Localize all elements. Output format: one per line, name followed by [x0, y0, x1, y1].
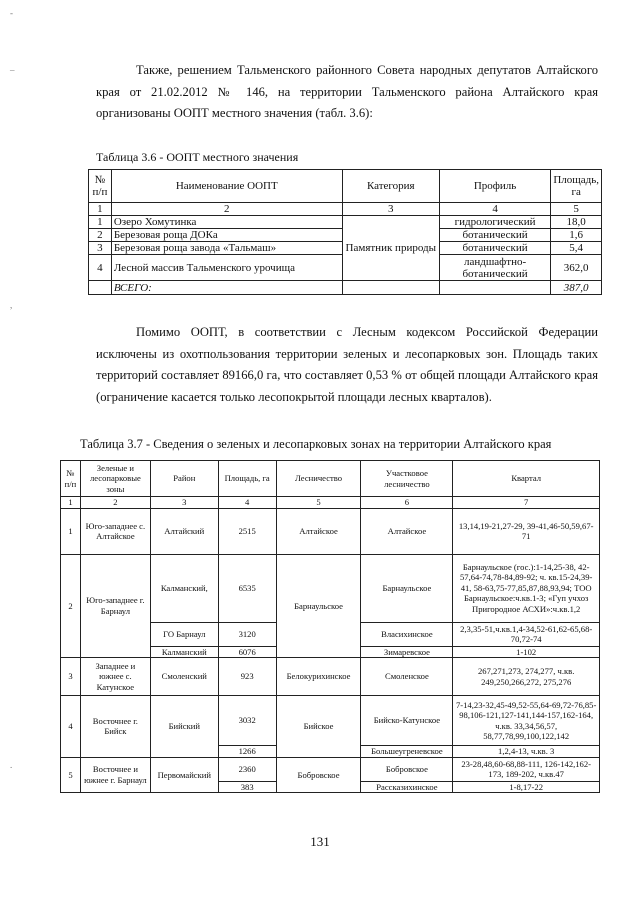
- column-number: 3: [150, 497, 218, 509]
- margin-mark: _: [10, 62, 15, 72]
- table-row: 2 Березовая роща ДОКа ботанический 1,6: [89, 229, 602, 242]
- table1-caption: Таблица 3.6 - ООПТ местного значения: [96, 150, 299, 164]
- table-row: 1 Юго-западнее с. Алтайское Алтайский 2515 Алтайское Алтайское 13,14,19-21,27-29, 39-41,46-50,59,67-71: [61, 508, 600, 554]
- table-row: 3 Западнее и южнее с. Катунское Смоленский 923 Белокурихинское Смоленское 267,271,273, 274,277, ч.кв. 249,250,266,272, 275,276: [61, 658, 600, 696]
- column-number: 2: [80, 497, 150, 509]
- table-row: 4 Восточнее г. Бийск Бийский 3032 Бийское Бийско-Катунское 7-14,23-32,45-49,52-55,64-69,72-76,85-98,106-121,127-141,144-157,162-164, ч.кв. 33,34,56,57, 58,77,78,99,100,122,142: [61, 696, 600, 746]
- column-number: 6: [361, 497, 453, 509]
- column-number: 5: [276, 497, 361, 509]
- body-paragraph: Помимо ООПТ, в соответствии с Лесным кодексом Российской Федерации исключены из охотпользования территории зеленых и лесопарковых зон. Площадь таких территорий составляет 89166,0 га, что составляет 0,53 % от общей площади Алтайского края (ограничение касается только лесопокрытой площади лесных кварталов).: [96, 325, 598, 404]
- page-number: 131: [310, 834, 330, 849]
- total-row: ВСЕГО: 387,0: [89, 281, 602, 295]
- green-zones-table: [60, 460, 600, 793]
- table-row: 4 Лесной массив Тальменского урочища ландшафтно-ботанический 362,0: [89, 255, 602, 281]
- header-cell: Район: [150, 461, 218, 497]
- table-row: 5 Восточнее и южнее г. Барнаул Первомайский 2360 Бобровское Бобровское 23-28,48,60-68,88-111, 126-142,162-173, 189-202, ч.кв.47: [61, 757, 600, 781]
- header-cell: Категория: [342, 170, 439, 203]
- table-row: ГО Барнаул 3120 Власихинское 2,3,35-51,ч.кв.1,4-34,52-61,62-65,68-70,72-74: [61, 622, 600, 646]
- table-row: 2 Юго-западнее г. Барнаул Калманский, 6535 Барнаульское Барнаульское Барнаульское (гос.):1-14,25-38, 42-57,64-74,78-84,89-92; ч. кв.15-24,39-41, 58-63,75-77,85,87,88,93,94; ТОО Барнаульское:ч.кв.1-3; «Гуп учхоз Пригородное АСХИ»:ч.кв.1,2: [61, 554, 600, 622]
- column-number: 4: [439, 203, 550, 216]
- header-cell: Площадь, га: [551, 170, 602, 203]
- header-cell: Квартал: [453, 461, 600, 497]
- oopt-table: [88, 169, 602, 295]
- table-row: Калманский 6076 Зимаревское 1-102: [61, 646, 600, 658]
- header-cell: № п/п: [61, 461, 81, 497]
- margin-mark: .: [10, 760, 13, 770]
- margin-mark: -: [10, 8, 13, 18]
- column-number: 7: [453, 497, 600, 509]
- margin-mark: ,: [10, 300, 13, 310]
- column-number: 5: [551, 203, 602, 216]
- header-cell: Площадь, га: [218, 461, 276, 497]
- column-number: 4: [218, 497, 276, 509]
- header-cell: № п/п: [89, 170, 112, 203]
- column-number: 3: [342, 203, 439, 216]
- header-cell: Лесничество: [276, 461, 361, 497]
- header-cell: Зеленые и лесопарковые зоны: [80, 461, 150, 497]
- column-number: 1: [61, 497, 81, 509]
- category-cell: Памятник природы: [342, 216, 439, 281]
- header-cell: Профиль: [439, 170, 550, 203]
- header-cell: Участковое лесничество: [361, 461, 453, 497]
- table-row: 1266 Большеугреневское 1,2,4-13, ч.кв. 3: [61, 746, 600, 758]
- table2-caption: Таблица 3.7 - Сведения о зеленых и лесопарковых зонах на территории Алтайского края: [80, 437, 552, 451]
- table-row: 1 Озеро Хомутинка Памятник природы гидрологический 18,0: [89, 216, 602, 229]
- column-number: 1: [89, 203, 112, 216]
- column-number: 2: [111, 203, 342, 216]
- header-cell: Наименование ООПТ: [111, 170, 342, 203]
- table-row: 383 Рассказихинское 1-8,17-22: [61, 781, 600, 793]
- intro-paragraph: Также, решением Тальменского районного Совета народных депутатов Алтайского края от 21.02.2012 № 146, на территории Тальменского района Алтайского края организованы ООПТ местного значения (табл. 3.6):: [96, 63, 598, 120]
- table-row: 3 Березовая роща завода «Тальмаш» ботанический 5,4: [89, 242, 602, 255]
